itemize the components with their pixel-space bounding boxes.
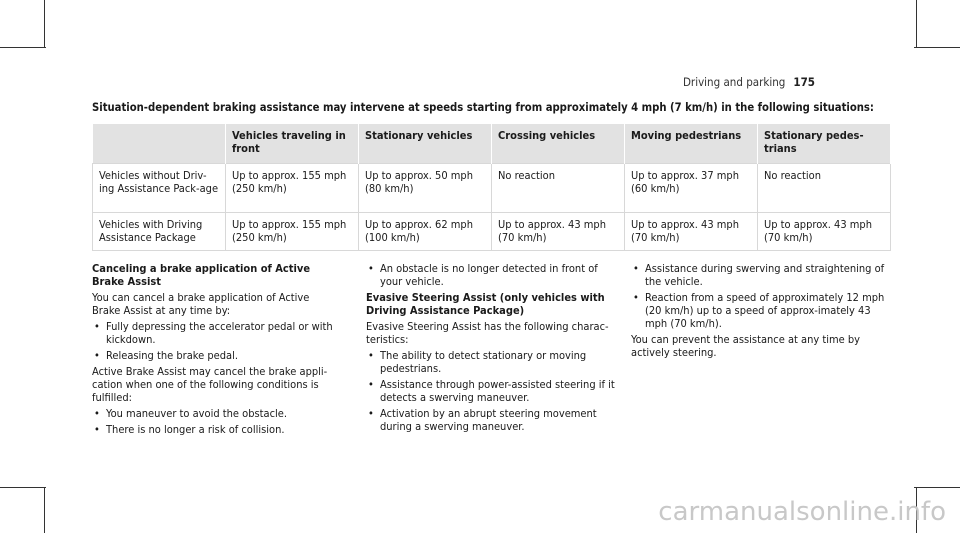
bullet-icon: • (368, 262, 374, 275)
column-left (92, 262, 337, 439)
bullet-icon: • (368, 407, 374, 420)
list-item-text: Reaction from a speed of approximately 12 mph (20 km/h) up to a speed of approx-imately 43 mph (70 km/h). (645, 291, 885, 330)
list-item (366, 349, 621, 375)
column-right (631, 262, 893, 362)
table-header (93, 124, 226, 164)
bullet-list (366, 262, 621, 288)
bullet-list (92, 320, 337, 362)
crop-mark (44, 487, 45, 533)
table-header-row (93, 124, 891, 164)
list-item (631, 291, 893, 330)
crop-mark (0, 487, 46, 488)
table-cell: No reaction (758, 164, 891, 213)
table-row (93, 213, 891, 251)
table-cell: Up to approx. 155 mph (250 km/h) (226, 164, 359, 213)
table-cell: Up to approx. 43 mph (70 km/h) (492, 213, 625, 251)
intro-text: Situation-dependent braking assistance may intervene at speeds starting from approximately 4 mph (7 km/h) in the following situations: (92, 101, 874, 114)
section-title: Driving and parking (682, 75, 786, 89)
paragraph: You can prevent the assistance at any time by actively steering. (631, 333, 861, 359)
bullet-icon: • (94, 407, 100, 420)
list-item-text: You maneuver to avoid the obstacle. (106, 407, 288, 420)
table-cell: Up to approx. 43 mph (70 km/h) (758, 213, 891, 251)
list-item (366, 262, 621, 288)
crop-mark (914, 47, 960, 48)
list-item-text: Assistance during swerving and straightening of the vehicle. (645, 262, 885, 288)
bullet-icon: • (94, 423, 100, 436)
crop-mark (916, 0, 917, 48)
table-header: Stationary pedes-trians (758, 124, 891, 164)
bullet-icon: • (633, 291, 639, 304)
crop-mark (914, 487, 960, 488)
speed-table (92, 124, 891, 251)
paragraph: You can cancel a brake application of Active Brake Assist at any time by: (92, 291, 310, 317)
bullet-icon: • (94, 349, 100, 362)
table-row (93, 164, 891, 213)
list-item (92, 407, 337, 420)
table-header: Crossing vehicles (492, 124, 625, 164)
paragraph: Active Brake Assist may cancel the brake appli-cation when one of the following conditions is fulfilled: (92, 365, 328, 404)
bullet-list (631, 262, 893, 330)
table-header: Stationary vehicles (359, 124, 492, 164)
list-item-text: The ability to detect stationary or moving pedestrians. (380, 349, 587, 375)
bullet-icon: • (368, 349, 374, 362)
list-item (92, 349, 337, 362)
bullet-icon: • (633, 262, 639, 275)
list-item-text: An obstacle is no longer detected in front of your vehicle. (380, 262, 598, 288)
bullet-list (92, 407, 337, 436)
list-item-text: Fully depressing the accelerator pedal or with kickdown. (106, 320, 333, 346)
crop-mark (0, 47, 46, 48)
table-cell: No reaction (492, 164, 625, 213)
list-item-text: Assistance through power-assisted steering if it detects a swerving maneuver. (380, 378, 615, 404)
table-header: Vehicles traveling in front (226, 124, 359, 164)
list-item (366, 407, 621, 433)
bullet-list (366, 349, 621, 433)
table-cell: Up to approx. 43 mph (70 km/h) (625, 213, 758, 251)
list-item (92, 423, 337, 436)
bullet-icon: • (94, 320, 100, 333)
section-heading: Canceling a brake application of Active Brake Assist (92, 262, 311, 288)
table-cell: Up to approx. 50 mph (80 km/h) (359, 164, 492, 213)
list-item (366, 378, 621, 404)
section-heading: Evasive Steering Assist (only vehicles with Driving Assistance Package) (366, 291, 605, 317)
crop-mark (44, 0, 45, 48)
table-cell: Up to approx. 62 mph (100 km/h) (359, 213, 492, 251)
table-header: Moving pedestrians (625, 124, 758, 164)
page-number: 175 (793, 75, 815, 89)
bullet-icon: • (368, 378, 374, 391)
list-item-text: Releasing the brake pedal. (106, 349, 238, 362)
table-cell: Up to approx. 155 mph (250 km/h) (226, 213, 359, 251)
paragraph: Evasive Steering Assist has the following charac-teristics: (366, 320, 609, 346)
table-cell: Up to approx. 37 mph (60 km/h) (625, 164, 758, 213)
column-middle (366, 262, 621, 436)
list-item-text: Activation by an abrupt steering movement during a swerving maneuver. (380, 407, 597, 433)
page-header (615, 75, 815, 89)
list-item (631, 262, 893, 288)
list-item (92, 320, 337, 346)
watermark: carmanualsonline.info (658, 497, 946, 527)
table-cell: Vehicles without Driv-ing Assistance Pack-age (93, 164, 226, 213)
list-item-text: There is no longer a risk of collision. (106, 423, 285, 436)
table-cell: Vehicles with Driving Assistance Package (93, 213, 226, 251)
